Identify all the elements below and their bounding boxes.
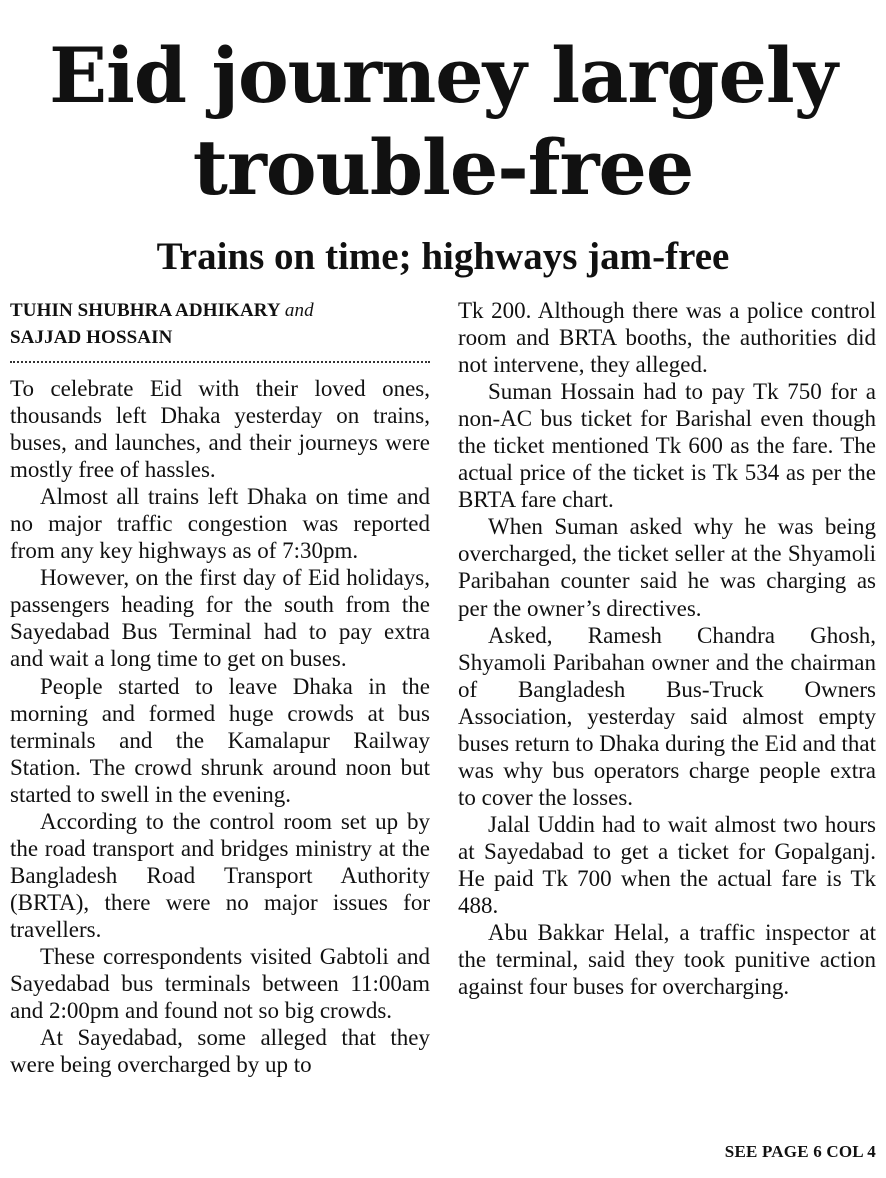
author-2: SAJJAD HOSSAIN (10, 327, 173, 348)
left-column (10, 375, 430, 1078)
paragraph: Tk 200. Although there was a police control room and BRTA booths, the authorities did not intervene, they alleged. (458, 298, 876, 378)
paragraph: Almost all trains left Dhaka on time and no major traffic congestion was reported from any key highways as of 7:30pm. (10, 484, 430, 564)
headline: Eid journey largely trouble-free (49, 31, 837, 212)
paragraph: When Suman asked why he was being overcharged, the ticket seller at the Shyamoli Paribahan counter said he was charging as per the owner’s directives. (458, 514, 876, 621)
paragraph: According to the control room set up by the road transport and bridges ministry at the Bangladesh Road Transport Authority (BRTA), there were no major issues for travellers. (10, 808, 430, 942)
paragraph: People started to leave Dhaka in the morning and formed huge crowds at bus terminals and the Kamalapur Railway Station. The crowd shrunk around noon but started to swell in the evening. (10, 673, 430, 807)
author-1: TUHIN SHUBHRA ADHIKARY (10, 300, 281, 321)
paragraph: However, on the first day of Eid holidays, passengers heading for the south from the Sayedabad Bus Terminal had to pay extra and wait a long time to get on buses. (10, 565, 430, 672)
byline-divider (10, 361, 430, 363)
paragraph: Asked, Ramesh Chandra Ghosh, Shyamoli Paribahan owner and the chairman of Bangladesh Bus-Truck Owners Association, yesterday said almost empty buses return to Dhaka during the Eid and that was why bus operators charge people extra to cover the losses. (458, 622, 876, 810)
paragraph: Suman Hossain had to pay Tk 750 for a non-AC bus ticket for Barishal even though the ticket mentioned Tk 600 as the fare. The actual price of the ticket is Tk 534 as per the BRTA fare chart. (458, 379, 876, 513)
paragraph: These correspondents visited Gabtoli and Sayedabad bus terminals between 11:00am and 2:00pm and found not so big crowds. (10, 943, 430, 1024)
paragraph: To celebrate Eid with their loved ones, thousands left Dhaka yesterday on trains, buses, and launches, and their journeys were mostly free of hassles. (10, 376, 430, 483)
paragraph: Jalal Uddin had to wait almost two hours at Sayedabad to get a ticket for Gopalganj. He paid Tk 700 when the actual fare is Tk 488. (458, 811, 876, 919)
right-column (458, 297, 876, 1000)
byline-connector: and (284, 300, 314, 321)
paragraph: Abu Bakkar Helal, a traffic inspector at the terminal, said they took punitive action against four buses for overcharging. (458, 920, 876, 1000)
continuation-note: SEE PAGE 6 COL 4 (724, 1142, 876, 1161)
byline (10, 297, 430, 351)
paragraph: At Sayedabad, some alleged that they were being overcharged by up to (10, 1025, 430, 1078)
subheadline: Trains on time; highways jam-free (156, 235, 730, 278)
